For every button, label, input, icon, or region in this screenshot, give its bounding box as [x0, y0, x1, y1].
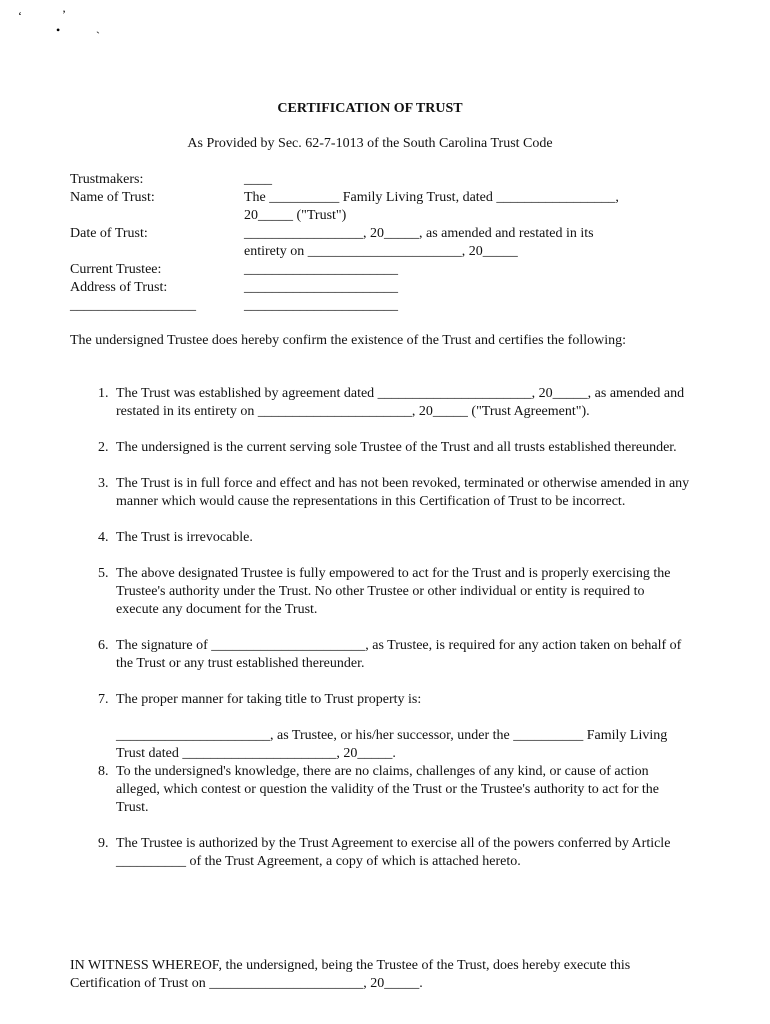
item-number: 2.	[98, 440, 109, 455]
field-label: Current Trustee:	[70, 262, 162, 277]
list-item	[70, 637, 690, 673]
scan-speck: ’	[62, 7, 66, 21]
item-text-extra: ______________________, as Trustee, or his/her successor, under the __________ Family Living Trust dated ______________________, 20_____.	[116, 728, 668, 761]
scan-speck: •	[56, 23, 61, 37]
field-value-blank[interactable]: ______________________	[244, 262, 398, 277]
field-name-of-trust	[70, 189, 690, 207]
list-item	[70, 475, 690, 511]
item-number: 6.	[98, 638, 109, 653]
document-subtitle: As Provided by Sec. 62-7-1013 of the South Carolina Trust Code	[187, 136, 553, 151]
field-value-blank[interactable]: _________________, 20_____, as amended and restated in its	[244, 226, 594, 241]
item-text: The Trust is in full force and effect and has not been revoked, terminated or otherwise amended in any manner which would cause the representations in this Certification of Trust to be incorrect.	[116, 476, 690, 509]
list-item	[70, 385, 690, 421]
item-number: 5.	[98, 566, 109, 581]
trust-info-block	[70, 171, 690, 315]
scan-speck: `	[96, 29, 100, 43]
list-item	[70, 835, 690, 871]
scan-speck: ‘	[18, 9, 22, 23]
intro-paragraph: The undersigned Trustee does hereby confirm the existence of the Trust and certifies the following:	[70, 333, 626, 348]
list-item	[70, 691, 690, 763]
list-item	[70, 763, 690, 817]
item-number: 7.	[98, 692, 109, 707]
field-value-blank[interactable]: 20_____ ("Trust")	[244, 208, 347, 223]
field-address-of-trust	[70, 279, 690, 297]
field-value-blank[interactable]: entirety on ______________________, 20_____	[244, 244, 518, 259]
item-number: 4.	[98, 530, 109, 545]
item-number: 1.	[98, 386, 109, 401]
field-value-blank[interactable]: ______________________	[244, 298, 398, 313]
witness-paragraph: IN WITNESS WHEREOF, the undersigned, being the Trustee of the Trust, does hereby execute this Certification of Trust on ______________________, 20_____.	[70, 958, 631, 991]
field-label: Date of Trust:	[70, 226, 148, 241]
field-current-trustee	[70, 261, 690, 279]
item-number: 8.	[98, 764, 109, 779]
item-number: 9.	[98, 836, 109, 851]
field-value-blank[interactable]: ____	[244, 172, 272, 187]
field-date-of-trust	[70, 225, 690, 243]
item-text: The Trust was established by agreement dated ______________________, 20_____, as amended and restated in its entirety on ______________________, 20_____ ("Trust Agreement").	[116, 386, 685, 419]
list-item	[70, 565, 690, 619]
item-text	[116, 691, 690, 763]
item-text: The Trustee is authorized by the Trust Agreement to exercise all of the powers conferred by Article __________ of the Trust Agreement, a copy of which is attached hereto.	[116, 836, 671, 869]
document-title: CERTIFICATION OF TRUST	[277, 101, 463, 116]
field-label: Name of Trust:	[70, 190, 155, 205]
field-label: Address of Trust:	[70, 280, 168, 295]
list-item	[70, 529, 690, 547]
item-text: The Trust is irrevocable.	[116, 530, 253, 545]
field-date-of-trust-cont	[70, 243, 690, 261]
field-value-blank[interactable]: ______________________	[244, 280, 398, 295]
field-address-cont	[70, 297, 690, 315]
field-label-blank[interactable]: __________________	[70, 298, 196, 313]
list-item	[70, 439, 690, 457]
item-number: 3.	[98, 476, 109, 491]
item-text-main: The proper manner for taking title to Trust property is:	[116, 692, 422, 707]
item-text: The undersigned is the current serving sole Trustee of the Trust and all trusts established thereunder.	[116, 440, 677, 455]
item-text: To the undersigned's knowledge, there are no claims, challenges of any kind, or cause of action alleged, which contest or question the validity of the Trust or the Trustee's authority to act for the Trust.	[116, 764, 659, 815]
field-trustmakers	[70, 171, 690, 189]
field-value-blank[interactable]: The __________ Family Living Trust, dated _________________,	[244, 190, 619, 205]
field-name-of-trust-cont	[70, 207, 690, 225]
item-text: The above designated Trustee is fully empowered to act for the Trust and is properly exercising the Trustee's authority under the Trust. No other Trustee or other individual or entity is required to execute any document for the Trust.	[116, 566, 671, 617]
field-label: Trustmakers:	[70, 172, 144, 187]
item-text: The signature of ______________________, as Trustee, is required for any action taken on behalf of the Trust or any trust established thereunder.	[116, 638, 682, 671]
certification-list	[70, 385, 690, 871]
